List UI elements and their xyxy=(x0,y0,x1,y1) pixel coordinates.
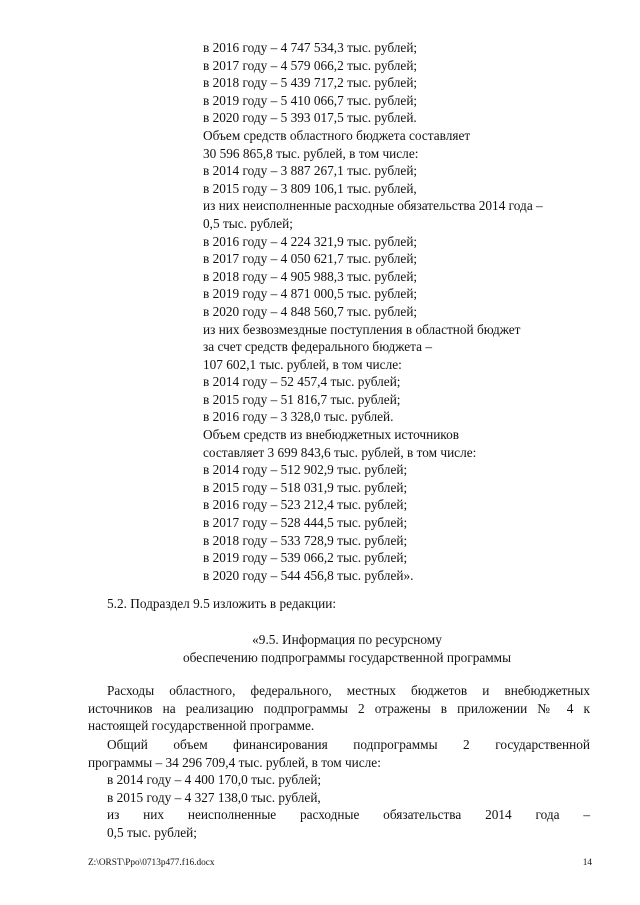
funding-list-line: в 2019 году – 4 871 000,5 тыс. рублей; xyxy=(203,286,418,302)
funding-list-line: в 2018 году – 533 728,9 тыс. рублей; xyxy=(203,532,408,548)
funding-list-line: в 2015 году – 51 816,7 тыс. рублей; xyxy=(203,391,401,407)
paragraph-2-line-4: в 2015 году – 4 327 138,0 тыс. рублей, xyxy=(107,789,321,805)
paragraph-2-line-2: программы – 34 296 709,4 тыс. рублей, в том числе: xyxy=(88,754,381,770)
paragraph-2-line-5: из них неисполненные расходные обязательства 2014 года – xyxy=(107,807,590,823)
funding-list-line: в 2014 году – 512 902,9 тыс. рублей; xyxy=(203,462,408,478)
heading-line-1: «9.5. Информация по ресурсному xyxy=(252,632,442,647)
section-heading xyxy=(107,631,587,666)
funding-list-line: в 2017 году – 528 444,5 тыс. рублей; xyxy=(203,515,408,531)
funding-list-line: в 2019 году – 539 066,2 тыс. рублей; xyxy=(203,550,408,566)
paragraph-expenses xyxy=(88,682,590,735)
footer-page-number: 14 xyxy=(582,858,592,868)
paragraph-1-line-2: источников на реализацию подпрограммы 2 отражены в приложении № 4 к xyxy=(88,700,590,716)
funding-list-line: из них безвозмездные поступления в областной бюджет xyxy=(203,321,521,337)
funding-list-line: в 2017 году – 4 050 621,7 тыс. рублей; xyxy=(203,251,418,267)
paragraph-2-line-1: Общий объем финансирования подпрограммы 2 государственной xyxy=(107,737,590,752)
heading-line-2: обеспечению подпрограммы государственной программы xyxy=(182,649,512,665)
funding-list-line: в 2016 году – 4 747 534,3 тыс. рублей; xyxy=(203,40,418,55)
funding-list-line: из них неисполненные расходные обязательства 2014 года – xyxy=(203,198,543,214)
paragraph-1-line-1: Расходы областного, федерального, местных бюджетов и внебюджетных xyxy=(107,683,590,698)
funding-list-line: в 2020 году – 5 393 017,5 тыс. рублей. xyxy=(203,110,417,126)
funding-list-line: составляет 3 699 843,6 тыс. рублей, в том числе: xyxy=(203,444,477,460)
funding-list-line: в 2014 году – 52 457,4 тыс. рублей; xyxy=(203,374,401,390)
funding-list-line: в 2015 году – 3 809 106,1 тыс. рублей, xyxy=(203,180,417,196)
paragraph-total-funding xyxy=(88,736,590,842)
footer-file-path: Z:\ORST\Ppo\0713p477.f16.docx xyxy=(88,858,215,868)
funding-list-line: в 2014 году – 3 887 267,1 тыс. рублей; xyxy=(203,163,418,179)
funding-list-line: в 2019 году – 5 410 066,7 тыс. рублей; xyxy=(203,92,418,108)
funding-list-line: в 2016 году – 523 212,4 тыс. рублей; xyxy=(203,497,408,513)
funding-list-line: 107 602,1 тыс. рублей, в том числе: xyxy=(203,356,402,372)
funding-list-line: за счет средств федерального бюджета – xyxy=(203,339,432,355)
paragraph-1-line-3: настоящей государственной программе. xyxy=(88,718,315,734)
funding-list-line: в 2016 году – 4 224 321,9 тыс. рублей; xyxy=(203,233,418,249)
funding-list-line: в 2020 году – 4 848 560,7 тыс. рублей; xyxy=(203,303,418,319)
funding-list-line: 0,5 тыс. рублей; xyxy=(203,215,293,231)
funding-list-line: в 2015 году – 518 031,9 тыс. рублей; xyxy=(203,479,408,495)
funding-list-line: в 2017 году – 4 579 066,2 тыс. рублей; xyxy=(203,57,418,73)
funding-list-line: в 2018 году – 4 905 988,3 тыс. рублей; xyxy=(203,268,418,284)
paragraph-2-line-6: 0,5 тыс. рублей; xyxy=(107,824,197,840)
funding-list-line: 30 596 865,8 тыс. рублей, в том числе: xyxy=(203,145,419,161)
section-5-2-text: 5.2. Подраздел 9.5 изложить в редакции: xyxy=(107,596,337,611)
funding-list-line: в 2018 году – 5 439 717,2 тыс. рублей; xyxy=(203,75,418,91)
funding-list-line: Объем средств областного бюджета составляет xyxy=(203,127,471,143)
funding-list-line: Объем средств из внебюджетных источников xyxy=(203,427,460,443)
funding-list xyxy=(203,39,603,584)
funding-list-line: в 2016 году – 3 328,0 тыс. рублей. xyxy=(203,409,394,425)
paragraph-2-line-3: в 2014 году – 4 400 170,0 тыс. рублей; xyxy=(107,772,322,788)
funding-list-line: в 2020 году – 544 456,8 тыс. рублей». xyxy=(203,567,414,583)
